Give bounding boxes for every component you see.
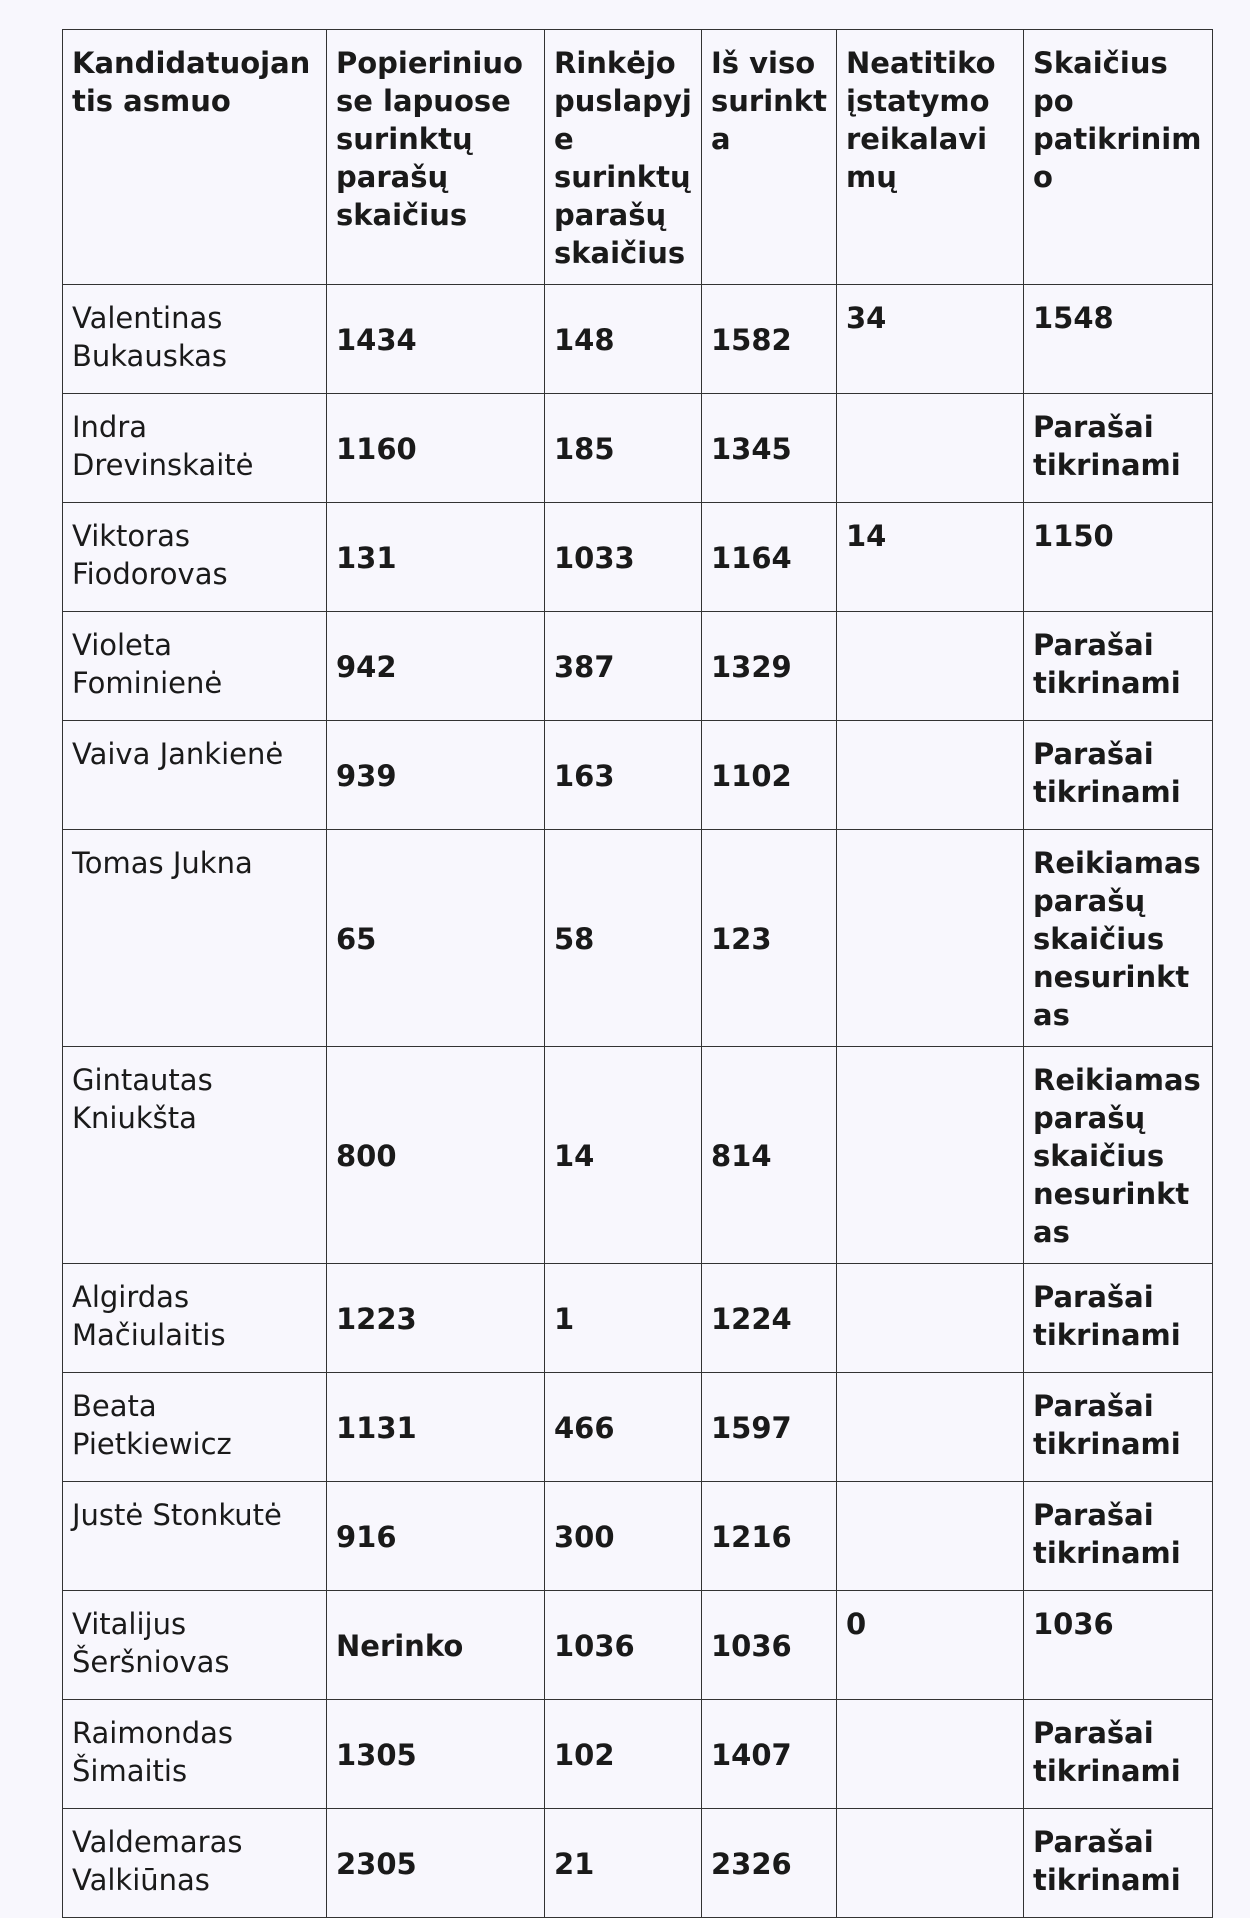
cell-invalid <box>837 1264 1024 1373</box>
cell-online: 387 <box>545 612 702 721</box>
cell-invalid <box>837 1047 1024 1264</box>
cell-total: 1102 <box>702 721 837 830</box>
cell-paper: 1131 <box>327 1373 545 1482</box>
cell-paper: 942 <box>327 612 545 721</box>
header-paper-signatures: Popieriniuose lapuose surinktų parašų skaičius <box>327 30 545 285</box>
header-candidate: Kandidatuojantis asmuo <box>63 30 327 285</box>
cell-candidate: Raimondas Šimaitis <box>63 1700 327 1809</box>
table-row <box>63 721 1213 830</box>
header-total: Iš viso surinkta <box>702 30 837 285</box>
cell-invalid: 34 <box>837 285 1024 394</box>
cell-candidate: Algirdas Mačiulaitis <box>63 1264 327 1373</box>
cell-after-check: Parašai tikrinami <box>1024 721 1213 830</box>
cell-after-check: Reikiamas parašų skaičius nesurinktas <box>1024 1047 1213 1264</box>
cell-invalid <box>837 612 1024 721</box>
cell-after-check: Parašai tikrinami <box>1024 612 1213 721</box>
cell-after-check: Reikiamas parašų skaičius nesurinktas <box>1024 830 1213 1047</box>
cell-online: 102 <box>545 1700 702 1809</box>
cell-candidate: Valentinas Bukauskas <box>63 285 327 394</box>
header-online-signatures: Rinkėjo puslapyje surinktų parašų skaičius <box>545 30 702 285</box>
cell-online: 163 <box>545 721 702 830</box>
cell-paper: Nerinko <box>327 1591 545 1700</box>
cell-invalid <box>837 830 1024 1047</box>
cell-total: 814 <box>702 1047 837 1264</box>
cell-paper: 1223 <box>327 1264 545 1373</box>
cell-after-check: Parašai tikrinami <box>1024 394 1213 503</box>
header-after-check: Skaičius po patikrinimo <box>1024 30 1213 285</box>
cell-paper: 916 <box>327 1482 545 1591</box>
table-row <box>63 1809 1213 1918</box>
cell-online: 300 <box>545 1482 702 1591</box>
cell-paper: 800 <box>327 1047 545 1264</box>
cell-online: 185 <box>545 394 702 503</box>
table-row <box>63 285 1213 394</box>
cell-total: 1407 <box>702 1700 837 1809</box>
table-row <box>63 1373 1213 1482</box>
table-row <box>63 830 1213 1047</box>
cell-invalid <box>837 1482 1024 1591</box>
cell-candidate: Violeta Fominienė <box>63 612 327 721</box>
cell-after-check: 1150 <box>1024 503 1213 612</box>
cell-online: 14 <box>545 1047 702 1264</box>
cell-online: 1 <box>545 1264 702 1373</box>
cell-after-check: Parašai tikrinami <box>1024 1482 1213 1591</box>
cell-candidate: Indra Drevinskaitė <box>63 394 327 503</box>
cell-total: 2326 <box>702 1809 837 1918</box>
cell-invalid <box>837 1373 1024 1482</box>
cell-paper: 65 <box>327 830 545 1047</box>
cell-candidate: Gintautas Kniukšta <box>63 1047 327 1264</box>
cell-total: 1164 <box>702 503 837 612</box>
cell-candidate: Vitalijus Šeršniovas <box>63 1591 327 1700</box>
cell-candidate: Viktoras Fiodorovas <box>63 503 327 612</box>
cell-invalid <box>837 1700 1024 1809</box>
cell-invalid <box>837 1809 1024 1918</box>
cell-after-check: 1548 <box>1024 285 1213 394</box>
cell-invalid <box>837 394 1024 503</box>
table-row <box>63 394 1213 503</box>
cell-paper: 1305 <box>327 1700 545 1809</box>
table-row <box>63 1264 1213 1373</box>
cell-total: 1224 <box>702 1264 837 1373</box>
cell-paper: 131 <box>327 503 545 612</box>
cell-paper: 1434 <box>327 285 545 394</box>
cell-online: 58 <box>545 830 702 1047</box>
header-invalid: Neatitiko įstatymo reikalavimų <box>837 30 1024 285</box>
table-row <box>63 1700 1213 1809</box>
table-row <box>63 503 1213 612</box>
cell-online: 1036 <box>545 1591 702 1700</box>
cell-invalid <box>837 721 1024 830</box>
table-row <box>63 1482 1213 1591</box>
cell-online: 21 <box>545 1809 702 1918</box>
table-row <box>63 1047 1213 1264</box>
cell-paper: 1160 <box>327 394 545 503</box>
cell-after-check: Parašai tikrinami <box>1024 1264 1213 1373</box>
cell-online: 466 <box>545 1373 702 1482</box>
cell-invalid: 14 <box>837 503 1024 612</box>
cell-total: 1329 <box>702 612 837 721</box>
cell-online: 148 <box>545 285 702 394</box>
cell-candidate: Justė Stonkutė <box>63 1482 327 1591</box>
cell-after-check: Parašai tikrinami <box>1024 1700 1213 1809</box>
cell-total: 123 <box>702 830 837 1047</box>
signatures-table <box>62 29 1213 1918</box>
table-row <box>63 1591 1213 1700</box>
table-row <box>63 612 1213 721</box>
table-header-row <box>63 30 1213 285</box>
cell-paper: 939 <box>327 721 545 830</box>
cell-candidate: Valdemaras Valkiūnas <box>63 1809 327 1918</box>
cell-total: 1582 <box>702 285 837 394</box>
cell-total: 1345 <box>702 394 837 503</box>
cell-online: 1033 <box>545 503 702 612</box>
signatures-table-container <box>62 29 1212 1918</box>
cell-candidate: Tomas Jukna <box>63 830 327 1047</box>
cell-candidate: Vaiva Jankienė <box>63 721 327 830</box>
cell-after-check: Parašai tikrinami <box>1024 1809 1213 1918</box>
cell-paper: 2305 <box>327 1809 545 1918</box>
cell-total: 1216 <box>702 1482 837 1591</box>
cell-after-check: Parašai tikrinami <box>1024 1373 1213 1482</box>
cell-after-check: 1036 <box>1024 1591 1213 1700</box>
cell-invalid: 0 <box>837 1591 1024 1700</box>
cell-total: 1036 <box>702 1591 837 1700</box>
cell-candidate: Beata Pietkiewicz <box>63 1373 327 1482</box>
cell-total: 1597 <box>702 1373 837 1482</box>
